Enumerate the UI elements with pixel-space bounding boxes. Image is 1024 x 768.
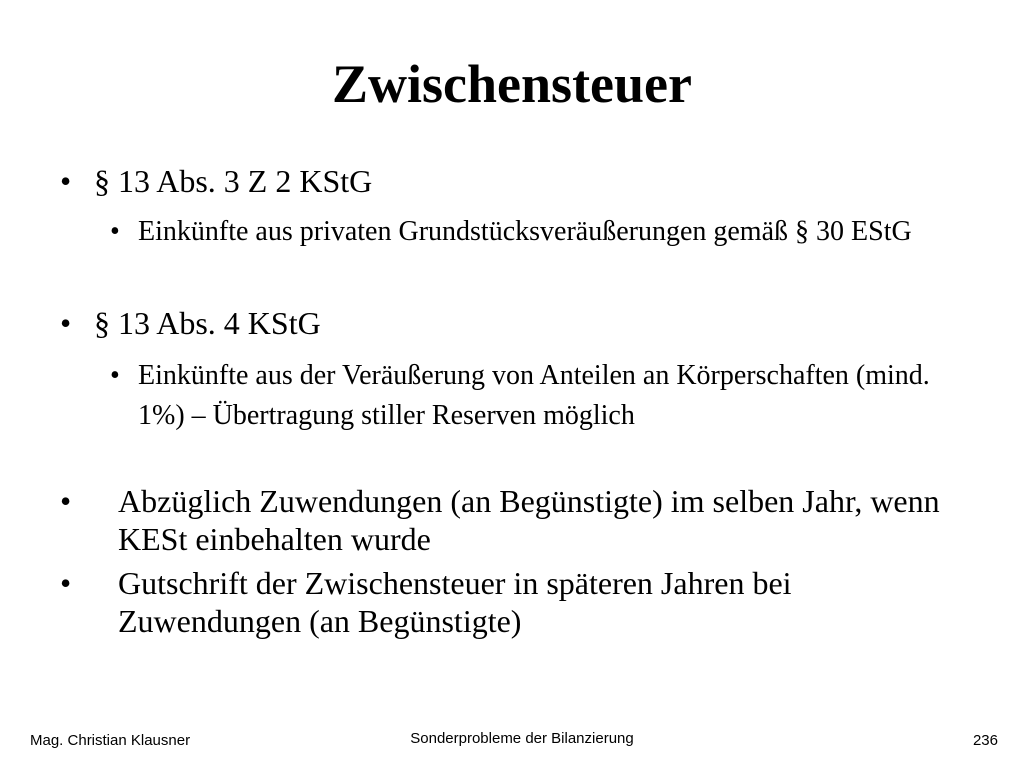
list-item-text: Abzüglich Zuwendungen (an Begünstigte) im selben Jahr, wenn KESt einbehalten wurde xyxy=(118,483,940,557)
bullet-icon: • xyxy=(60,565,72,601)
list-item-text: § 13 Abs. 4 KStG xyxy=(94,305,321,341)
bullet-icon: • xyxy=(60,483,72,519)
slide-title: Zwischensteuer xyxy=(332,54,692,114)
bullet-icon: • xyxy=(60,163,72,199)
footer-topic: Sonderprobleme der Bilanzierung xyxy=(410,730,634,747)
list-item-text: Gutschrift der Zwischensteuer in späteren Jahren bei Zuwendungen (an Begünstigte) xyxy=(118,565,792,639)
list-item-text: § 13 Abs. 3 Z 2 KStG xyxy=(94,163,373,199)
bullet-icon: • xyxy=(60,305,72,341)
footer-author: Mag. Christian Klausner xyxy=(30,732,191,749)
list-item-text: Einkünfte aus privaten Grundstücksveräußerungen gemäß § 30 EStG xyxy=(138,216,912,247)
footer-page-number: 236 xyxy=(972,732,998,749)
bullet-icon: • xyxy=(110,360,120,391)
list-item-text: Einkünfte aus der Veräußerung von Anteilen an Körperschaften (mind. 1%) – Übertragung stiller Reserven möglich xyxy=(138,360,930,431)
bullet-icon: • xyxy=(110,216,120,247)
